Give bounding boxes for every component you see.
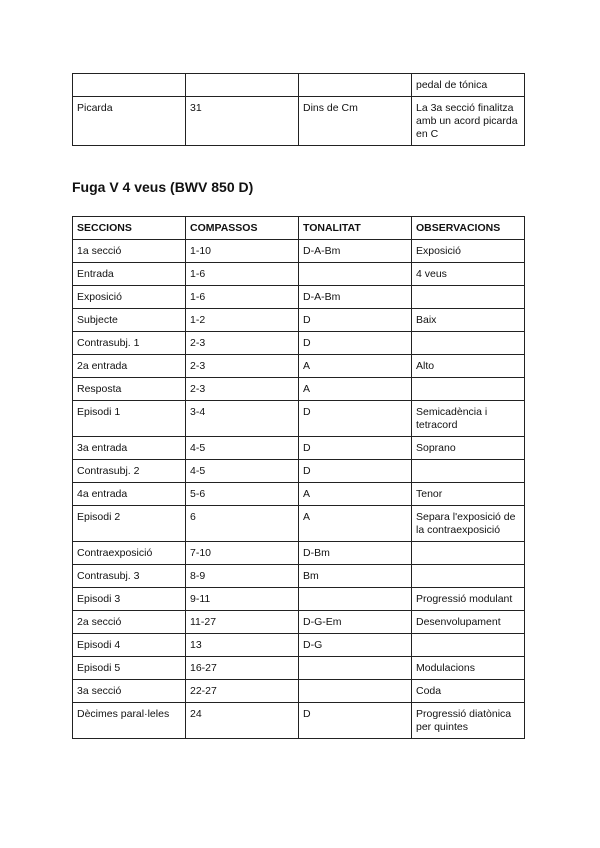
continuation-table (72, 73, 525, 146)
table-cell: Tenor (412, 483, 525, 506)
table-cell: Episodi 4 (73, 634, 186, 657)
section-title: Fuga V 4 veus (BWV 850 D) (72, 179, 254, 195)
table-cell: 1a secció (73, 240, 186, 263)
table-cell: Subjecte (73, 309, 186, 332)
table-cell: Alto (412, 355, 525, 378)
table-cell: Exposició (412, 240, 525, 263)
table-cell: Contraexposició (73, 542, 186, 565)
table-cell (412, 634, 525, 657)
table-cell: 4 veus (412, 263, 525, 286)
table-cell: 7-10 (186, 542, 299, 565)
table-cell: Picarda (73, 97, 186, 146)
table-row (73, 378, 525, 401)
table-cell (412, 378, 525, 401)
table-cell: Bm (299, 565, 412, 588)
table-cell (412, 286, 525, 309)
table-cell: Progressió diatònica per quintes (412, 703, 525, 739)
table-cell: D-A-Bm (299, 240, 412, 263)
table-cell (299, 680, 412, 703)
table-cell: Baix (412, 309, 525, 332)
table-cell: Dins de Cm (299, 97, 412, 146)
table-row (73, 588, 525, 611)
table-cell (412, 542, 525, 565)
table-header-row (73, 217, 525, 240)
table-cell: Contrasubj. 3 (73, 565, 186, 588)
table-cell: Desenvolupament (412, 611, 525, 634)
table-cell (299, 588, 412, 611)
table-cell: 3-4 (186, 401, 299, 437)
table-cell: 31 (186, 97, 299, 146)
table-cell: 1-10 (186, 240, 299, 263)
table-row (73, 437, 525, 460)
table-cell: A (299, 506, 412, 542)
table-cell: Dècimes paral·leles (73, 703, 186, 739)
table-cell: 2-3 (186, 378, 299, 401)
table-cell: 13 (186, 634, 299, 657)
table-cell: 6 (186, 506, 299, 542)
table-cell: Episodi 5 (73, 657, 186, 680)
table-cell: Modulacions (412, 657, 525, 680)
table-cell: 11-27 (186, 611, 299, 634)
table-row (73, 460, 525, 483)
table-cell (299, 657, 412, 680)
table-cell: 4-5 (186, 437, 299, 460)
table-cell: 9-11 (186, 588, 299, 611)
table-cell: D-G (299, 634, 412, 657)
table-cell: D (299, 309, 412, 332)
column-header-seccions: SECCIONS (73, 217, 186, 240)
table-cell: Contrasubj. 1 (73, 332, 186, 355)
table-cell: A (299, 355, 412, 378)
table-row (73, 542, 525, 565)
table-cell: D-Bm (299, 542, 412, 565)
table-row (73, 401, 525, 437)
table-cell: D-G-Em (299, 611, 412, 634)
table-cell: Episodi 1 (73, 401, 186, 437)
table-row (73, 506, 525, 542)
table-row (73, 634, 525, 657)
table-cell: D (299, 703, 412, 739)
table-cell (73, 74, 186, 97)
table-row (73, 309, 525, 332)
table-cell (412, 565, 525, 588)
table-cell: Entrada (73, 263, 186, 286)
table-row (73, 483, 525, 506)
table-cell: Exposició (73, 286, 186, 309)
table-cell: Resposta (73, 378, 186, 401)
table-row (73, 332, 525, 355)
table-row (73, 657, 525, 680)
table-cell: 3a secció (73, 680, 186, 703)
table-cell: La 3a secció finalitza amb un acord picarda en C (412, 97, 525, 146)
table-cell: D (299, 460, 412, 483)
table-cell: Coda (412, 680, 525, 703)
table-cell (299, 74, 412, 97)
table-cell (412, 332, 525, 355)
table-cell: A (299, 483, 412, 506)
table-row (73, 355, 525, 378)
table-cell: 1-6 (186, 286, 299, 309)
table-cell: Contrasubj. 2 (73, 460, 186, 483)
table-cell: 2-3 (186, 355, 299, 378)
fugue-analysis-table (72, 216, 525, 739)
table-row (73, 703, 525, 739)
table-cell: pedal de tónica (412, 74, 525, 97)
table-cell: 5-6 (186, 483, 299, 506)
table-cell: Progressió modulant (412, 588, 525, 611)
table-cell: 1-2 (186, 309, 299, 332)
column-header-compassos: COMPASSOS (186, 217, 299, 240)
table-cell: A (299, 378, 412, 401)
table-row (73, 680, 525, 703)
table-cell: 2a secció (73, 611, 186, 634)
table-row (73, 286, 525, 309)
table-cell: 4-5 (186, 460, 299, 483)
table-cell: 2-3 (186, 332, 299, 355)
table-row (73, 263, 525, 286)
table-cell: 3a entrada (73, 437, 186, 460)
table-cell: Episodi 3 (73, 588, 186, 611)
table-cell (412, 460, 525, 483)
table-cell: D-A-Bm (299, 286, 412, 309)
table-cell: D (299, 401, 412, 437)
table-cell (186, 74, 299, 97)
column-header-tonalitat: TONALITAT (299, 217, 412, 240)
table-cell: 24 (186, 703, 299, 739)
table-cell: 8-9 (186, 565, 299, 588)
table-row (73, 240, 525, 263)
column-header-observacions: OBSERVACIONS (412, 217, 525, 240)
table-cell: 2a entrada (73, 355, 186, 378)
table-row (73, 74, 525, 97)
table-cell: 1-6 (186, 263, 299, 286)
table-row (73, 97, 525, 146)
table-row (73, 565, 525, 588)
table-cell: D (299, 332, 412, 355)
table-cell: 22-27 (186, 680, 299, 703)
table-cell: 4a entrada (73, 483, 186, 506)
table-cell (299, 263, 412, 286)
table-cell: D (299, 437, 412, 460)
table-row (73, 611, 525, 634)
table-cell: 16-27 (186, 657, 299, 680)
table-cell: Separa l'exposició de la contraexposició (412, 506, 525, 542)
table-cell: Episodi 2 (73, 506, 186, 542)
table-cell: Semicadència i tetracord (412, 401, 525, 437)
table-cell: Soprano (412, 437, 525, 460)
